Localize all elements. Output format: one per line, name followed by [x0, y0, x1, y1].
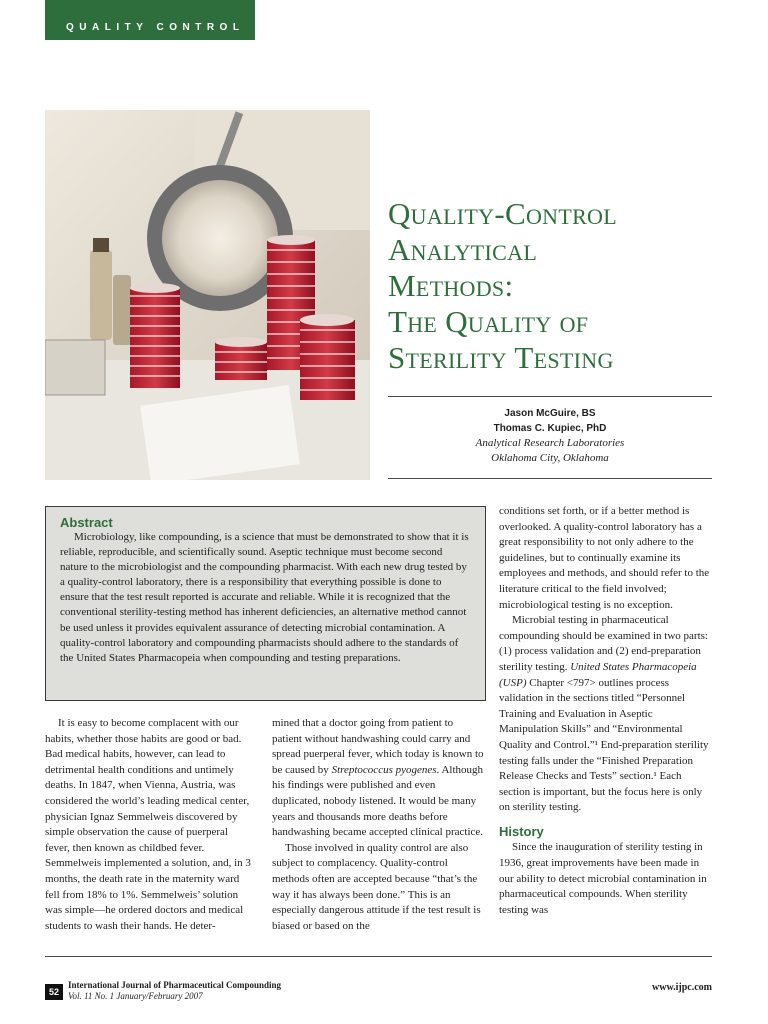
abstract-box [45, 506, 486, 701]
body-paragraph: It is easy to become complacent with our habits, whether those habits are good or bad. Bad medical habits, however, can lead to detrimental health conditions and untimely deaths. In 1847, when Vienna, Austria, was considered the world’s leading medical center, physician Ignaz Semmelweis discovered by simple observation the cause of puerperal fever, then known as childbed fever. Semmelweis implemented a solution, and, in 3 months, the death rate in the maternity ward fell from 18% to 1%. Semmelweis’ solution was simple—he ordered doctors and medical students to wash their hands. He deter- [45, 717, 251, 932]
lab-photo [45, 110, 370, 480]
author-divider [388, 478, 712, 479]
section-label: QUALITY CONTROL [45, 0, 255, 40]
abstract-text: Microbiology, like compounding, is a science that must be demonstrated to show that it is reliable, reproducible, and scientifically sound. Aseptic technique must become second nature to the microbiologist and the compounding pharmacist. With each new drug tested by a quality-control laboratory, there is a responsibility that everything possible is done to ensure that the test result reported is accurate and reliable. While it is recognized that the conventional sterility-testing method has inherent deficiencies, an alternative method cannot be used unless it provides equivalent assurance of detecting microbial contamination. A quality-control laboratory and compounding pharmacists should adhere to the standards of the United States Pharmacopeia when compounding and testing preparations. [60, 531, 469, 664]
website-link[interactable]: www.ijpc.com [652, 982, 712, 993]
author-name: Jason McGuire, BS [504, 408, 596, 419]
body-paragraph: mined that a doctor going from patient to patient without handwashing could carry and spread puerperal fever, which today is known to be caused by Streptococcus pyogenes. Although his findings were published and even duplicated, nobody listened. It would be many years and thousands more deaths before handwashing became accepted clinical practice. [272, 717, 484, 839]
body-paragraph: Microbial testing in pharmaceutical compounding should be examined in two parts: (1) process validation and (2) end-preparation sterility testing. United States Pharmacopeia (USP) Chapter <797> outlines process validation in the sections titled “Personnel Training and Evaluation in Aseptic Manipulation Skills” and “Environmental Quality and Control.”¹ End-preparation sterility testing falls under the “Finished Preparation Release Checks and Tests” section.¹ Each section is important, but the focus here is only on sterility testing. [499, 614, 709, 814]
author-block [388, 406, 712, 466]
column-2 [272, 716, 484, 934]
article-title: Quality-Control Analytical Methods: The Quality of Sterility Testing [388, 196, 617, 375]
footer-divider [45, 956, 712, 957]
author-name: Thomas C. Kupiec, PhD [493, 423, 607, 434]
journal-issue: Vol. 11 No. 1 January/February 2007 [68, 991, 203, 1001]
body-paragraph: Those involved in quality control are also subject to complacency. Quality-control methods often are accepted because “that’s the way it has always been done.” This is an especially dangerous attitude if the test result is biased or based on the [272, 841, 481, 932]
column-1 [45, 716, 253, 934]
journal-name: International Journal of Pharmaceutical Compounding [68, 980, 282, 990]
page-number: 52 [45, 984, 63, 1000]
affiliation: Analytical Research Laboratories [475, 437, 625, 449]
title-divider [388, 396, 712, 397]
affiliation: Oklahoma City, Oklahoma [491, 452, 609, 464]
journal-citation [68, 980, 281, 1002]
abstract-heading: Abstract [60, 515, 113, 530]
body-paragraph: Since the inauguration of sterility testing in 1936, great improvements have been made in our ability to detect microbial contamination in pharmaceutical compounds. When sterility testing was [499, 841, 707, 916]
history-heading: History [499, 823, 544, 839]
column-3 [499, 504, 713, 918]
body-paragraph: conditions set forth, or if a better method is overlooked. A quality-control laboratory has a great responsibility to not only adhere to the guidelines, but to continually examine its employees and methods, and should refer to the literature critical to the field involved; microbiological testing is no exception. [499, 505, 710, 611]
